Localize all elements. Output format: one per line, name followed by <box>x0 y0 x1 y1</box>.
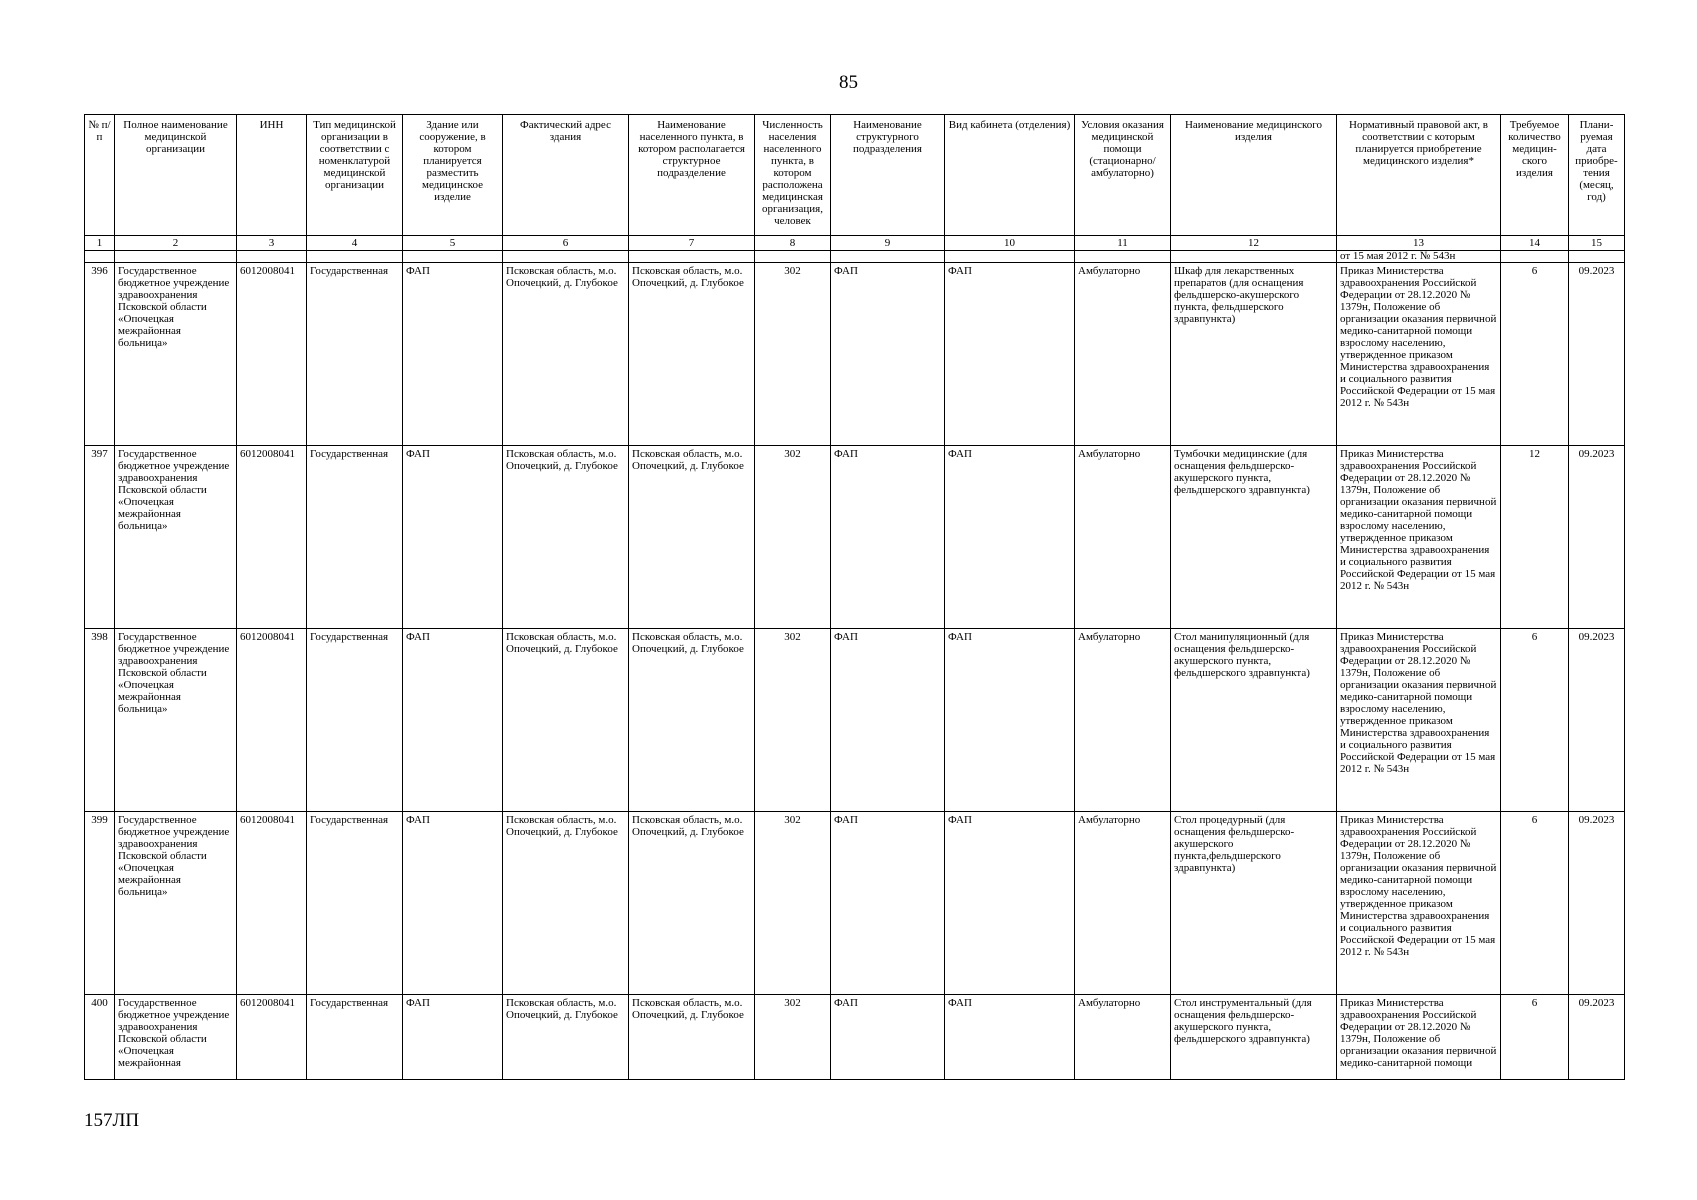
address: Псковская область, м.о. Опочецкий, д. Глубокое <box>503 995 629 1080</box>
header-cell: Нормативный правовой акт, в соответствии с которым планируется приобретение медицинского изделия* <box>1337 115 1501 236</box>
header-cell: Тип медицинской организации в соответствии с номенклатурой медицинской организации <box>307 115 403 236</box>
org-type: Государственная <box>307 812 403 995</box>
cabinet-type: ФАП <box>945 995 1075 1080</box>
column-number: 5 <box>403 236 503 251</box>
purchase-date: 09.2023 <box>1569 629 1625 812</box>
cabinet-type: ФАП <box>945 629 1075 812</box>
organization-name: Государственное бюджетное учреждение здравоохранения Псковской области «Опочецкая межрайонная больница» <box>115 263 237 446</box>
column-number: 1 <box>85 236 115 251</box>
settlement: Псковская область, м.о. Опочецкий, д. Глубокое <box>629 446 755 629</box>
column-number: 7 <box>629 236 755 251</box>
population: 302 <box>755 812 831 995</box>
quantity: 6 <box>1501 263 1569 446</box>
org-type: Государственная <box>307 629 403 812</box>
table-row <box>85 995 1625 1080</box>
legal-act: Приказ Министерства здравоохранения Российской Федерации от 28.12.2020 № 1379н, Положение об организации оказания первичной медико-санитарной помощи взрослому населению, утвержденное приказом Министерства здравоохранения и социального развития Российской Федерации от 15 мая 2012 г. № 543н <box>1337 446 1501 629</box>
settlement: Псковская область, м.о. Опочецкий, д. Глубокое <box>629 263 755 446</box>
header-cell: Вид кабинета (отделения) <box>945 115 1075 236</box>
header-cell: Здание или сооружение, в котором планируется разместить медицинское изделие <box>403 115 503 236</box>
population: 302 <box>755 629 831 812</box>
column-number: 9 <box>831 236 945 251</box>
structural-unit: ФАП <box>831 995 945 1080</box>
column-number: 13 <box>1337 236 1501 251</box>
equipment-table <box>84 114 1625 1080</box>
building: ФАП <box>403 263 503 446</box>
row-number: 396 <box>85 263 115 446</box>
row-number: 398 <box>85 629 115 812</box>
legal-act: Приказ Министерства здравоохранения Российской Федерации от 28.12.2020 № 1379н, Положение об организации оказания первичной медико-санитарной помощи взрослому населению, утвержденное приказом Министерства здравоохранения и социального развития Российской Федерации от 15 мая 2012 г. № 543н <box>1337 629 1501 812</box>
header-cell: Условия оказания медицинской помощи (стационарно/ амбулаторно) <box>1075 115 1171 236</box>
device-name: Тумбочки медицинские (для оснащения фельдшерско-акушерского пункта, фельдшерского здравпункта) <box>1171 446 1337 629</box>
quantity: 6 <box>1501 812 1569 995</box>
inn-cell: 6012008041 <box>237 446 307 629</box>
building: ФАП <box>403 812 503 995</box>
device-name: Стол инструментальный (для оснащения фельдшерско-акушерского пункта, фельдшерского здравпункта) <box>1171 995 1337 1080</box>
legal-act: Приказ Министерства здравоохранения Российской Федерации от 28.12.2020 № 1379н, Положение об организации оказания первичной медико-санитарной помощи взрослому населению, утвержденное приказом Министерства здравоохранения и социального развития Российской Федерации от 15 мая 2012 г. № 543н <box>1337 812 1501 995</box>
table-row <box>85 446 1625 629</box>
header-cell: Фактический адрес здания <box>503 115 629 236</box>
table-row <box>85 812 1625 995</box>
care-conditions: Амбулаторно <box>1075 446 1171 629</box>
header-cell: Требуемое количество медицин-ского изделия <box>1501 115 1569 236</box>
column-number: 3 <box>237 236 307 251</box>
legal-act: Приказ Министерства здравоохранения Российской Федерации от 28.12.2020 № 1379н, Положение об организации оказания первичной медико-санитарной помощи взрослому населению, утвержденное приказом Министерства здравоохранения и социального развития Российской Федерации от 15 мая 2012 г. № 543н <box>1337 263 1501 446</box>
column-number: 11 <box>1075 236 1171 251</box>
settlement: Псковская область, м.о. Опочецкий, д. Глубокое <box>629 629 755 812</box>
structural-unit: ФАП <box>831 263 945 446</box>
header-cell: Наименование структурного подразделения <box>831 115 945 236</box>
header-cell: № п/п <box>85 115 115 236</box>
column-number: 4 <box>307 236 403 251</box>
quantity: 6 <box>1501 995 1569 1080</box>
purchase-date: 09.2023 <box>1569 446 1625 629</box>
address: Псковская область, м.о. Опочецкий, д. Глубокое <box>503 263 629 446</box>
cabinet-type: ФАП <box>945 263 1075 446</box>
column-number-row <box>85 236 1625 251</box>
building: ФАП <box>403 629 503 812</box>
care-conditions: Амбулаторно <box>1075 629 1171 812</box>
care-conditions: Амбулаторно <box>1075 263 1171 446</box>
column-number: 14 <box>1501 236 1569 251</box>
row-number: 397 <box>85 446 115 629</box>
org-type: Государственная <box>307 995 403 1080</box>
header-cell: Полное наименование медицинской организации <box>115 115 237 236</box>
cabinet-type: ФАП <box>945 446 1075 629</box>
address: Псковская область, м.о. Опочецкий, д. Глубокое <box>503 629 629 812</box>
care-conditions: Амбулаторно <box>1075 995 1171 1080</box>
purchase-date: 09.2023 <box>1569 263 1625 446</box>
quantity: 6 <box>1501 629 1569 812</box>
column-number: 2 <box>115 236 237 251</box>
inn-cell: 6012008041 <box>237 812 307 995</box>
header-cell: Плани-руемая дата приобре-тения (месяц, год) <box>1569 115 1625 236</box>
inn-cell: 6012008041 <box>237 263 307 446</box>
footer-code: 157ЛП <box>84 1110 140 1131</box>
quantity: 12 <box>1501 446 1569 629</box>
device-name: Стол манипуляционный (для оснащения фельдшерско-акушерского пункта, фельдшерского здравпункта) <box>1171 629 1337 812</box>
inn-cell: 6012008041 <box>237 629 307 812</box>
column-number: 10 <box>945 236 1075 251</box>
device-name: Шкаф для лекарственных препаратов (для оснащения фельдшерско-акушерского пункта, фельдшерского здравпункта) <box>1171 263 1337 446</box>
settlement: Псковская область, м.о. Опочецкий, д. Глубокое <box>629 995 755 1080</box>
population: 302 <box>755 995 831 1080</box>
header-cell: ИНН <box>237 115 307 236</box>
building: ФАП <box>403 995 503 1080</box>
population: 302 <box>755 263 831 446</box>
column-number: 12 <box>1171 236 1337 251</box>
organization-name: Государственное бюджетное учреждение здравоохранения Псковской области «Опочецкая межрайонная больница» <box>115 629 237 812</box>
organization-name: Государственное бюджетное учреждение здравоохранения Псковской области «Опочецкая межрайонная больница» <box>115 446 237 629</box>
continuation-text: от 15 мая 2012 г. № 543н <box>1337 251 1501 263</box>
structural-unit: ФАП <box>831 629 945 812</box>
row-number: 399 <box>85 812 115 995</box>
column-number: 15 <box>1569 236 1625 251</box>
purchase-date: 09.2023 <box>1569 995 1625 1080</box>
structural-unit: ФАП <box>831 812 945 995</box>
org-type: Государственная <box>307 263 403 446</box>
column-number: 6 <box>503 236 629 251</box>
header-cell: Численность населения населенного пункта, в котором расположена медицинская организация, человек <box>755 115 831 236</box>
organization-name: Государственное бюджетное учреждение здравоохранения Псковской области «Опочецкая межрайонная <box>115 995 237 1080</box>
inn-cell: 6012008041 <box>237 995 307 1080</box>
table-row <box>85 263 1625 446</box>
table-row <box>85 629 1625 812</box>
header-row <box>85 115 1625 236</box>
care-conditions: Амбулаторно <box>1075 812 1171 995</box>
building: ФАП <box>403 446 503 629</box>
continuation-row <box>85 251 1625 263</box>
address: Псковская область, м.о. Опочецкий, д. Глубокое <box>503 812 629 995</box>
device-name: Стол процедурный (для оснащения фельдшерско-акушерского пункта,фельдшерского здравпункта) <box>1171 812 1337 995</box>
row-number: 400 <box>85 995 115 1080</box>
settlement: Псковская область, м.о. Опочецкий, д. Глубокое <box>629 812 755 995</box>
cabinet-type: ФАП <box>945 812 1075 995</box>
address: Псковская область, м.о. Опочецкий, д. Глубокое <box>503 446 629 629</box>
organization-name: Государственное бюджетное учреждение здравоохранения Псковской области «Опочецкая межрайонная больница» <box>115 812 237 995</box>
column-number: 8 <box>755 236 831 251</box>
header-cell: Наименование населенного пункта, в котором располагается структурное подразделение <box>629 115 755 236</box>
population: 302 <box>755 446 831 629</box>
page-number: 85 <box>839 72 858 93</box>
header-cell: Наименование медицинского изделия <box>1171 115 1337 236</box>
legal-act: Приказ Министерства здравоохранения Российской Федерации от 28.12.2020 № 1379н, Положение об организации оказания первичной медико-санитарной помощи <box>1337 995 1501 1080</box>
purchase-date: 09.2023 <box>1569 812 1625 995</box>
org-type: Государственная <box>307 446 403 629</box>
structural-unit: ФАП <box>831 446 945 629</box>
